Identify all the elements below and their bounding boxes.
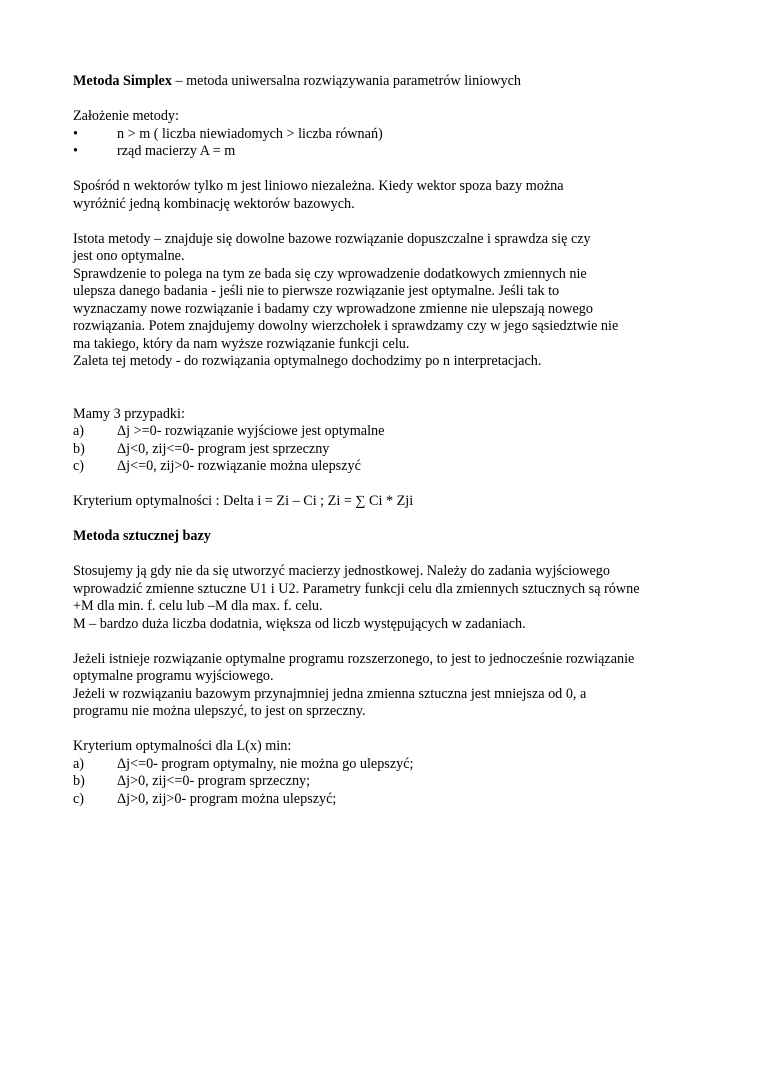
list-item-text: n > m ( liczba niewiadomych > liczba równań)	[117, 125, 383, 142]
simplex-title-description: – metoda uniwersalna rozwiązywania parametrów liniowych	[171, 73, 521, 89]
paragraph-line: Jeżeli w rozwiązaniu bazowym przynajmniej jedna zmienna sztuczna jest mniejsza od 0, a	[73, 685, 587, 702]
list-item-text: rząd macierzy A = m	[117, 143, 236, 159]
paragraph-line: wyróżnić jedną kombinację wektorów bazowych.	[73, 195, 355, 212]
list-marker: c)	[73, 790, 85, 807]
paragraph-line: Sprawdzenie to polega na tym ze bada się czy wprowadzenie dodatkowych zmiennych nie	[73, 265, 587, 282]
list-item-text: Δj<=0, zij>0- rozwiązanie można ulepszyć	[117, 458, 361, 474]
paragraph-line: ma takiego, który da nam wyższe rozwiązanie funkcji celu.	[73, 335, 410, 352]
paragraph-line: optymalne programu wyjściowego.	[73, 668, 274, 684]
paragraph-line: wprowadzić zmienne sztuczne U1 i U2. Parametry funkcji celu dla zmiennych sztucznych są równe	[73, 580, 640, 597]
simplex-title: Metoda Simplex	[73, 73, 172, 89]
document-content	[73, 73, 703, 808]
list-item	[73, 143, 703, 161]
paragraph-line: Istota metody – znajduje się dowolne bazowe rozwiązanie dopuszczalne i sprawdza się czy	[73, 230, 591, 247]
list-marker: a)	[73, 423, 85, 439]
intro-line	[73, 73, 703, 91]
paragraph-line: M – bardzo duża liczba dodatnia, większa od liczb występujących w zadaniach.	[73, 615, 526, 632]
bullet-marker: •	[73, 125, 78, 142]
paragraph-line: Zaleta tej metody - do rozwiązania optymalnego dochodzimy po n interpretacjach.	[73, 353, 542, 369]
optimality-criterion: Kryterium optymalności : Delta i = Zi – Ci ; Zi = ∑ Ci * Zji	[73, 493, 414, 509]
list-marker: b)	[73, 773, 85, 789]
list-item	[73, 773, 703, 791]
paragraph-line: programu nie można ulepszyć, to jest on sprzeczny.	[73, 703, 366, 719]
list-item-text: Δj >=0- rozwiązanie wyjściowe jest optymalne	[117, 423, 385, 439]
cases-heading: Mamy 3 przypadki:	[73, 405, 185, 422]
paragraph-line: jest ono optymalne.	[73, 248, 185, 264]
paragraph-line: Jeżeli istnieje rozwiązanie optymalne programu rozszerzonego, to jest to jednocześnie rozwiązanie	[73, 650, 635, 667]
list-item-text: Δj<=0- program optymalny, nie można go ulepszyć;	[117, 755, 414, 772]
list-item	[73, 423, 703, 441]
list-marker: a)	[73, 755, 85, 772]
list-item	[73, 756, 703, 774]
list-marker: c)	[73, 458, 85, 474]
list-item-text: Δj>0, zij<=0- program sprzeczny;	[117, 773, 311, 789]
assumptions-heading: Założenie metody:	[73, 108, 179, 124]
list-item-text: Δj>0, zij>0- program można ulepszyć;	[117, 790, 337, 807]
paragraph-line: wyznaczamy nowe rozwiązanie i badamy czy wprowadzone zmienne nie ulepszają nowego	[73, 300, 593, 317]
list-item	[73, 126, 703, 144]
list-item	[73, 441, 703, 459]
paragraph-line: ulepsza danego badania - jeśli nie to pierwsze rozwiązanie jest optymalne. Jeśli tak to	[73, 283, 560, 299]
paragraph-line: Spośród n wektorów tylko m jest liniowo niezależna. Kiedy wektor spoza bazy można	[73, 178, 564, 194]
list-item	[73, 791, 703, 809]
list-marker: b)	[73, 440, 85, 457]
criterion-min-heading: Kryterium optymalności dla L(x) min:	[73, 738, 292, 754]
paragraph-line: +M dla min. f. celu lub –M dla max. f. celu.	[73, 598, 323, 614]
paragraph-line: Stosujemy ją gdy nie da się utworzyć macierzy jednostkowej. Należy do zadania wyjściowego	[73, 563, 610, 579]
list-item	[73, 458, 703, 476]
list-item-text: Δj<0, zij<=0- program jest sprzeczny	[117, 440, 330, 457]
section-title-artificial-basis: Metoda sztucznej bazy	[73, 528, 211, 544]
paragraph-line: rozwiązania. Potem znajdujemy dowolny wierzchołek i sprawdzamy czy w jego sąsiedztwie nie	[73, 318, 619, 334]
bullet-marker: •	[73, 143, 78, 159]
